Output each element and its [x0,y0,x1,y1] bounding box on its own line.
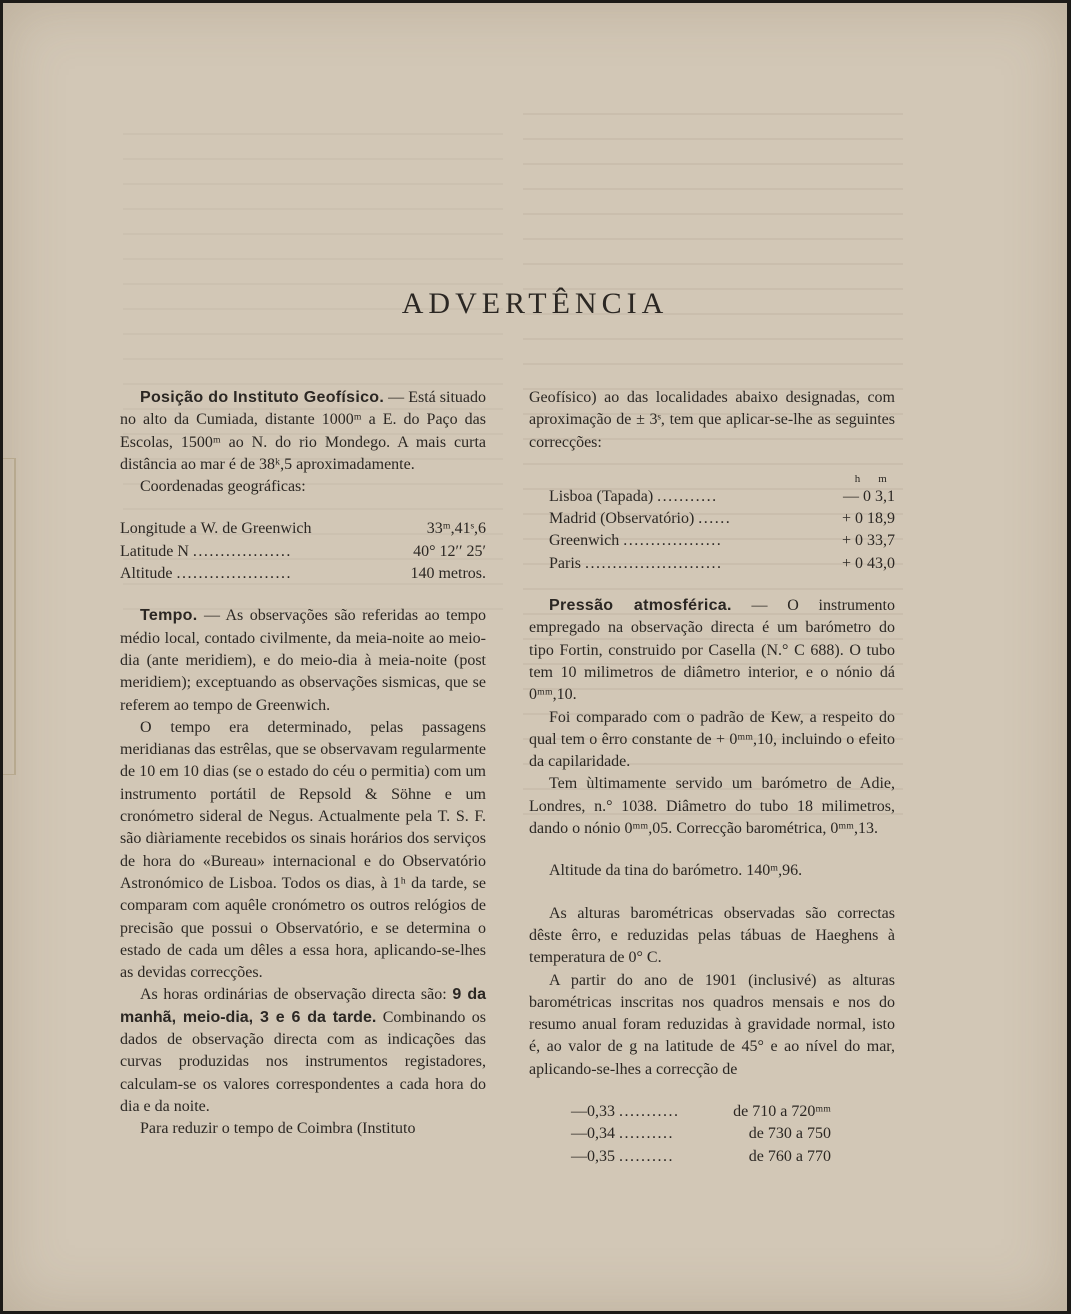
section-heading: Tempo. [140,607,198,625]
coord-row: Longitude a W. de Greenwich 33ᵐ,41ˢ,6 [120,520,486,538]
document-page [3,3,1067,1311]
time-corrections-table [549,472,895,575]
paragraph-gravity: A partir do ano de 1901 (inclusivé) as alturas barométricas inscritas nos quadros mensais e nos do resumo anual foram reduzidas à gravidade normal, isto é, ao valor de g na latitude de 45° e ao nível do mar, aplicando-se-lhes a correcção de [529,971,895,1078]
paragraph-continuation: Geofísico) ao das localidades abaixo designadas, com aproximação de ± 3ˢ, tem que aplicar-se-lhe as seguintes correcções: [529,389,895,451]
place-row: Paris ......................... + 0 43,0 [549,554,895,572]
paragraph-pressure [529,595,895,706]
paragraph-text: — Está situado no alto da Cumiada, distante 1000ᵐ a E. do Paço das Escolas, 1500ᵐ ao N. do rio Mondego. A mais curta distância ao mar é de 38ᵏ,5 aproximadamente. [120,389,486,473]
coord-row: Altitude ..................... 140 metros. [120,565,486,583]
place-row: Greenwich .................. + 0 33,7 [549,532,895,550]
paragraph-kew: Foi comparado com o padrão de Kew, a respeito do qual tem o êrro constante de + 0ᵐᵐ,10, incluindo o efeito da capilaridade. [529,708,895,771]
paragraph-text: — O instrumento empregado na observação directa é um barómetro do tipo Fortin, construido por Casella (N.° C 688). O tubo tem 10 milimetros de diâmetro interior, e o nónio dá 0ᵐᵐ,10. [529,597,895,704]
section-heading: Pressão atmosférica. [549,597,732,615]
coord-row: Latitude N .................. 40° 12′′ 25′ [120,542,486,560]
coords-intro: Coordenadas geográficas: [140,478,306,496]
paragraph-observation-hours: As horas ordinárias de observação directa são: 9 da manhã, meio-dia, 3 e 6 da tarde. Combinando os dados de observação directa com as indicações das curvas produzidas nos instrumentos registadores, calculam-se os valores correspondentes a cada hora do dia e da noite. [120,986,486,1115]
table-header: h m [854,472,887,485]
gravity-corrections-table [571,1101,831,1168]
left-column [120,387,486,1141]
paragraph-adie: Tem ùltimamente servido um barómetro de Adie, Londres, n.° 1038. Diâmetro do tubo 18 milimetros, dando o nónio 0ᵐᵐ,05. Correcção barométrica, 0ᵐᵐ,13. [529,775,895,838]
paragraph-time-determination: O tempo era determinado, pelas passagens meridianas das estrêlas, que se observavam regularmente de 10 em 10 dias (se o estado do céu o permitia) com um instrumento portátil de Repsold & Söhne e um cronómetro sideral de Negus. Actualmente pela T. S. F. são diàriamente recebidos os sinais horários dos serviços de hora do «Bureau» internacional e do Observatório Astronómico de Lisboa. Todos os dias, à 1ʰ da tarde, se comparam com aquêle cronómetro os outros relógios de precisão que possui o Observatório, e se determina o estado de cada um dêles a essa hora, aplicando-se-lhes as devidas correcções. [120,718,486,982]
paragraph-position [120,387,486,476]
observation-hours: 9 da manhã, meio-dia, 3 e 6 da tarde. [120,986,486,1026]
correction-row: —0,33 ........... de 710 a 720ᵐᵐ [571,1103,831,1121]
paragraph-text: — As observações são referidas ao tempo médio local, contado civilmente, da meia-noite ao meio-dia (ante meridiem), e do meio-dia à meia-noite (post meridiem); exceptuando as observações sismicas, que se referem ao tempo de Greenwich. [120,607,486,714]
paragraph-reduction: Para reduzir o tempo de Coimbra (Instituto [140,1120,416,1138]
section-heading: Posição do Instituto Geofísico. [140,389,385,406]
page-title: ADVERTÊNCIA [401,287,669,320]
binding-mark [3,458,16,775]
paragraph-time [120,605,486,716]
correction-row: —0,35 .......... de 760 a 770 [571,1147,831,1165]
place-row: Madrid (Observatório) ...... + 0 18,9 [549,510,895,528]
correction-row: —0,34 .......... de 730 a 750 [571,1125,831,1143]
place-row: Lisboa (Tapada) ........... — 0 3,1 [549,487,895,505]
paragraph-heights: As alturas barométricas observadas são correctas dêste êrro, e reduzidas pelas tábuas de Haeghens à temperatura de 0° C. [529,904,895,967]
right-column [529,387,895,1168]
paragraph-altitude: Altitude da tina do barómetro. 140ᵐ,96. [549,862,803,880]
coordinates-table [120,518,486,585]
